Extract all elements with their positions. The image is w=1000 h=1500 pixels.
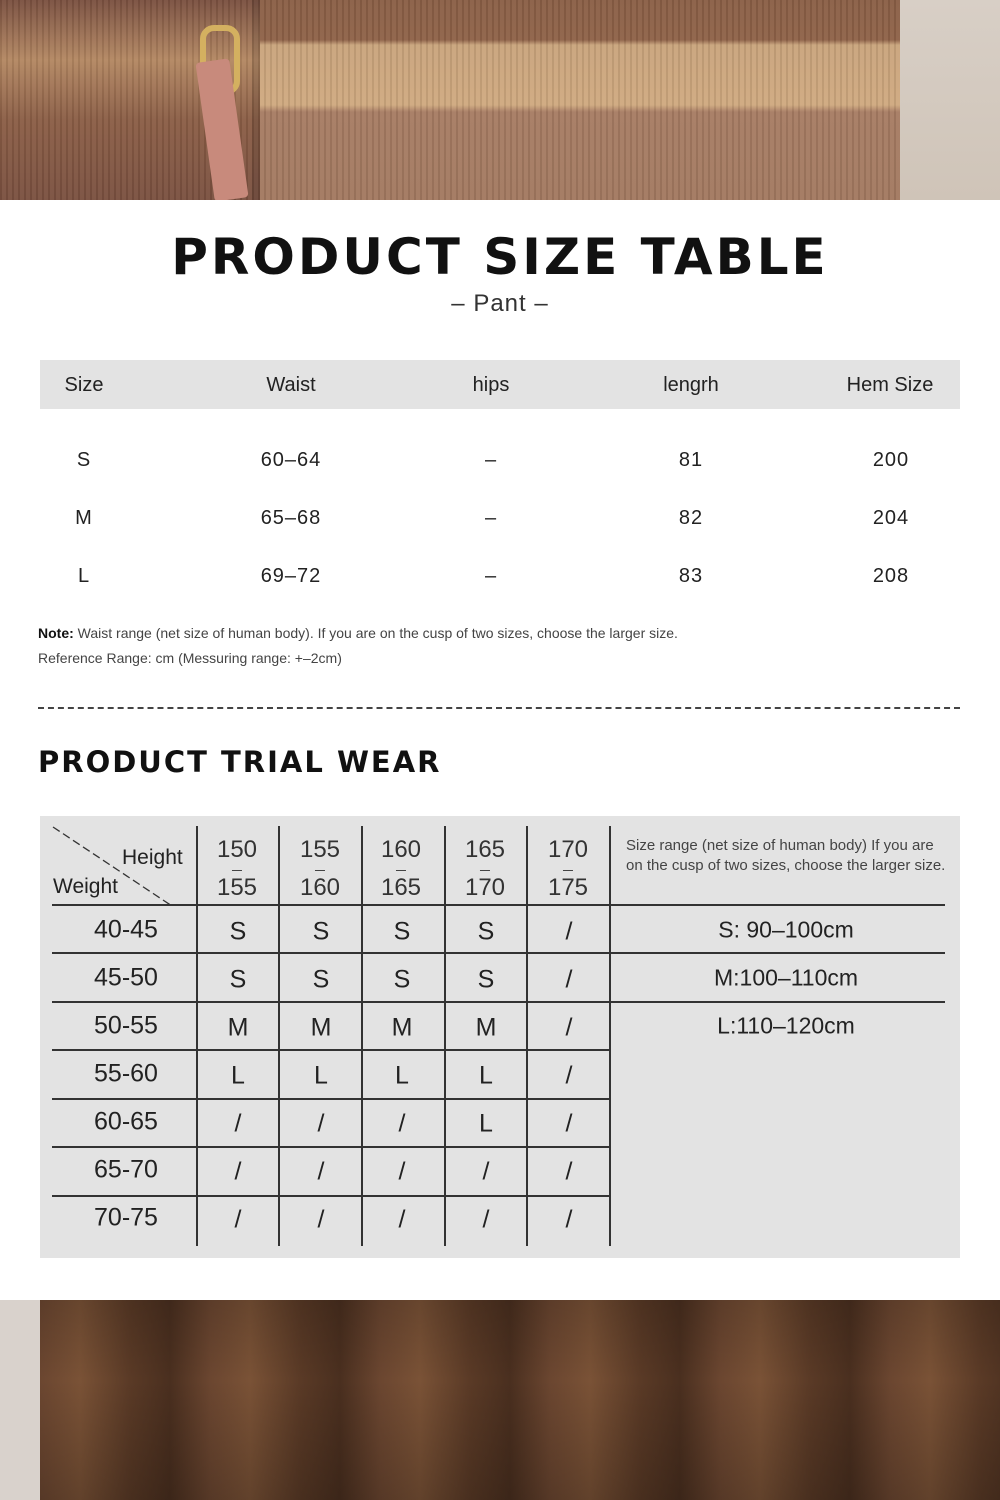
size-cell: / bbox=[565, 1013, 573, 1042]
page-subtitle: – Pant – bbox=[451, 290, 549, 317]
size-cell: / bbox=[234, 1109, 242, 1138]
photo-background bbox=[0, 1300, 40, 1500]
grid-line bbox=[526, 826, 528, 1246]
size-cell: S bbox=[229, 965, 247, 994]
size-cell: S bbox=[477, 917, 495, 946]
size-cell: L bbox=[314, 1061, 328, 1090]
size-row-s bbox=[40, 450, 960, 480]
height-from: 155 bbox=[299, 836, 341, 863]
weight-cell: 45-50 bbox=[94, 963, 158, 992]
height-from: 165 bbox=[464, 836, 506, 863]
hem-cell: 208 bbox=[872, 565, 910, 587]
hips-cell: – bbox=[484, 565, 498, 587]
height-to: 175 bbox=[547, 874, 589, 901]
height-from: 150 bbox=[216, 836, 258, 863]
grid-line bbox=[52, 1146, 609, 1148]
reference-range-note: Reference Range: cm (Messuring range: +–2cm) bbox=[38, 650, 342, 666]
weight-cell: 50-55 bbox=[94, 1011, 158, 1040]
header-size: Size bbox=[64, 374, 104, 396]
size-note bbox=[38, 625, 678, 641]
hips-cell: – bbox=[484, 507, 498, 529]
size-cell: / bbox=[565, 1205, 573, 1234]
header-waist: Waist bbox=[266, 374, 316, 396]
grid-line bbox=[361, 826, 363, 1246]
note-text: Waist range (net size of human body). If you are on the cusp of two sizes, choose the larger size. bbox=[73, 625, 678, 641]
size-cell: S bbox=[76, 449, 92, 471]
size-cell: / bbox=[565, 917, 573, 946]
size-cell: S bbox=[312, 917, 330, 946]
size-cell: / bbox=[565, 1061, 573, 1090]
height-axis-label: Height bbox=[122, 846, 183, 869]
size-cell: S bbox=[229, 917, 247, 946]
range-dash bbox=[315, 870, 325, 871]
size-row-m bbox=[40, 508, 960, 538]
height-from: 170 bbox=[547, 836, 589, 863]
grid-line bbox=[444, 826, 446, 1246]
size-cell: / bbox=[234, 1205, 242, 1234]
size-cell: / bbox=[234, 1157, 242, 1186]
weight-cell: 40-45 bbox=[94, 915, 158, 944]
height-to: 170 bbox=[464, 874, 506, 901]
size-cell: / bbox=[482, 1205, 490, 1234]
size-cell: / bbox=[398, 1157, 406, 1186]
length-cell: 83 bbox=[678, 565, 704, 587]
range-medium: M:100–110cm bbox=[713, 964, 859, 991]
size-cell: S bbox=[393, 917, 411, 946]
range-dash bbox=[563, 870, 573, 871]
range-dash bbox=[396, 870, 406, 871]
size-range-description: Size range (net size of human body) If you are on the cusp of two sizes, choose the larger size. bbox=[626, 837, 946, 874]
size-cell: M bbox=[475, 1013, 497, 1042]
size-cell: S bbox=[393, 965, 411, 994]
height-to: 155 bbox=[216, 874, 258, 901]
hem-cell: 200 bbox=[872, 449, 910, 471]
weight-cell: 65-70 bbox=[94, 1155, 158, 1184]
header-hips: hips bbox=[472, 374, 510, 396]
weight-axis-label: Weight bbox=[53, 875, 118, 898]
top-product-photo bbox=[0, 0, 1000, 200]
bottom-product-photo bbox=[0, 1300, 1000, 1500]
header-hem-size: Hem Size bbox=[846, 374, 934, 396]
grid-line bbox=[52, 952, 945, 954]
size-cell: L bbox=[77, 565, 91, 587]
size-row-l bbox=[40, 566, 960, 596]
size-cell: S bbox=[312, 965, 330, 994]
length-cell: 82 bbox=[678, 507, 704, 529]
waist-cell: 69–72 bbox=[260, 565, 322, 587]
length-cell: 81 bbox=[678, 449, 704, 471]
range-large: L:110–120cm bbox=[717, 1012, 855, 1039]
size-cell: M bbox=[75, 507, 93, 529]
size-cell: M bbox=[227, 1013, 249, 1042]
size-cell: / bbox=[317, 1205, 325, 1234]
grid-line bbox=[52, 1049, 609, 1051]
section-divider bbox=[38, 707, 960, 709]
range-small: S: 90–100cm bbox=[718, 916, 854, 943]
size-cell: L bbox=[395, 1061, 409, 1090]
height-header-150-155 bbox=[217, 838, 257, 900]
height-from: 160 bbox=[380, 836, 422, 863]
grid-line bbox=[196, 826, 198, 1246]
waist-cell: 65–68 bbox=[260, 507, 322, 529]
hem-cell: 204 bbox=[872, 507, 910, 529]
photo-background bbox=[900, 0, 1000, 200]
knit-texture bbox=[0, 0, 1000, 200]
size-cell: L bbox=[231, 1061, 245, 1090]
size-cell: / bbox=[482, 1157, 490, 1186]
range-dash bbox=[480, 870, 490, 871]
height-to: 165 bbox=[380, 874, 422, 901]
height-header-170-175 bbox=[548, 838, 588, 900]
height-to: 160 bbox=[299, 874, 341, 901]
header-length: lengrh bbox=[663, 374, 719, 396]
range-dash bbox=[232, 870, 242, 871]
weight-cell: 55-60 bbox=[94, 1059, 158, 1088]
grid-line bbox=[52, 1001, 945, 1003]
photo-shading bbox=[0, 1300, 1000, 1500]
grid-line bbox=[52, 1195, 609, 1197]
trial-wear-title: PRODUCT TRIAL WEAR bbox=[38, 745, 442, 779]
size-cell: L bbox=[479, 1061, 493, 1090]
size-cell: / bbox=[565, 965, 573, 994]
note-label: Note: bbox=[38, 625, 74, 641]
size-cell: L bbox=[479, 1109, 493, 1138]
grid-line bbox=[278, 826, 280, 1246]
size-cell: / bbox=[398, 1109, 406, 1138]
weight-cell: 60-65 bbox=[94, 1107, 158, 1136]
size-cell: / bbox=[565, 1109, 573, 1138]
size-cell: / bbox=[565, 1157, 573, 1186]
size-cell: / bbox=[317, 1157, 325, 1186]
size-cell: S bbox=[477, 965, 495, 994]
grid-line bbox=[52, 904, 945, 906]
height-header-155-160 bbox=[300, 838, 340, 900]
grid-line bbox=[609, 826, 611, 1246]
height-header-165-170 bbox=[465, 838, 505, 900]
waist-cell: 60–64 bbox=[260, 449, 322, 471]
grid-line bbox=[52, 1098, 609, 1100]
height-header-160-165 bbox=[381, 838, 421, 900]
size-cell: / bbox=[398, 1205, 406, 1234]
size-cell: M bbox=[310, 1013, 332, 1042]
size-cell: M bbox=[391, 1013, 413, 1042]
page-title: PRODUCT SIZE TABLE bbox=[171, 228, 829, 286]
weight-cell: 70-75 bbox=[94, 1203, 158, 1232]
hips-cell: – bbox=[484, 449, 498, 471]
trial-wear-table bbox=[40, 816, 960, 1258]
size-table-header bbox=[40, 360, 960, 409]
size-cell: / bbox=[317, 1109, 325, 1138]
